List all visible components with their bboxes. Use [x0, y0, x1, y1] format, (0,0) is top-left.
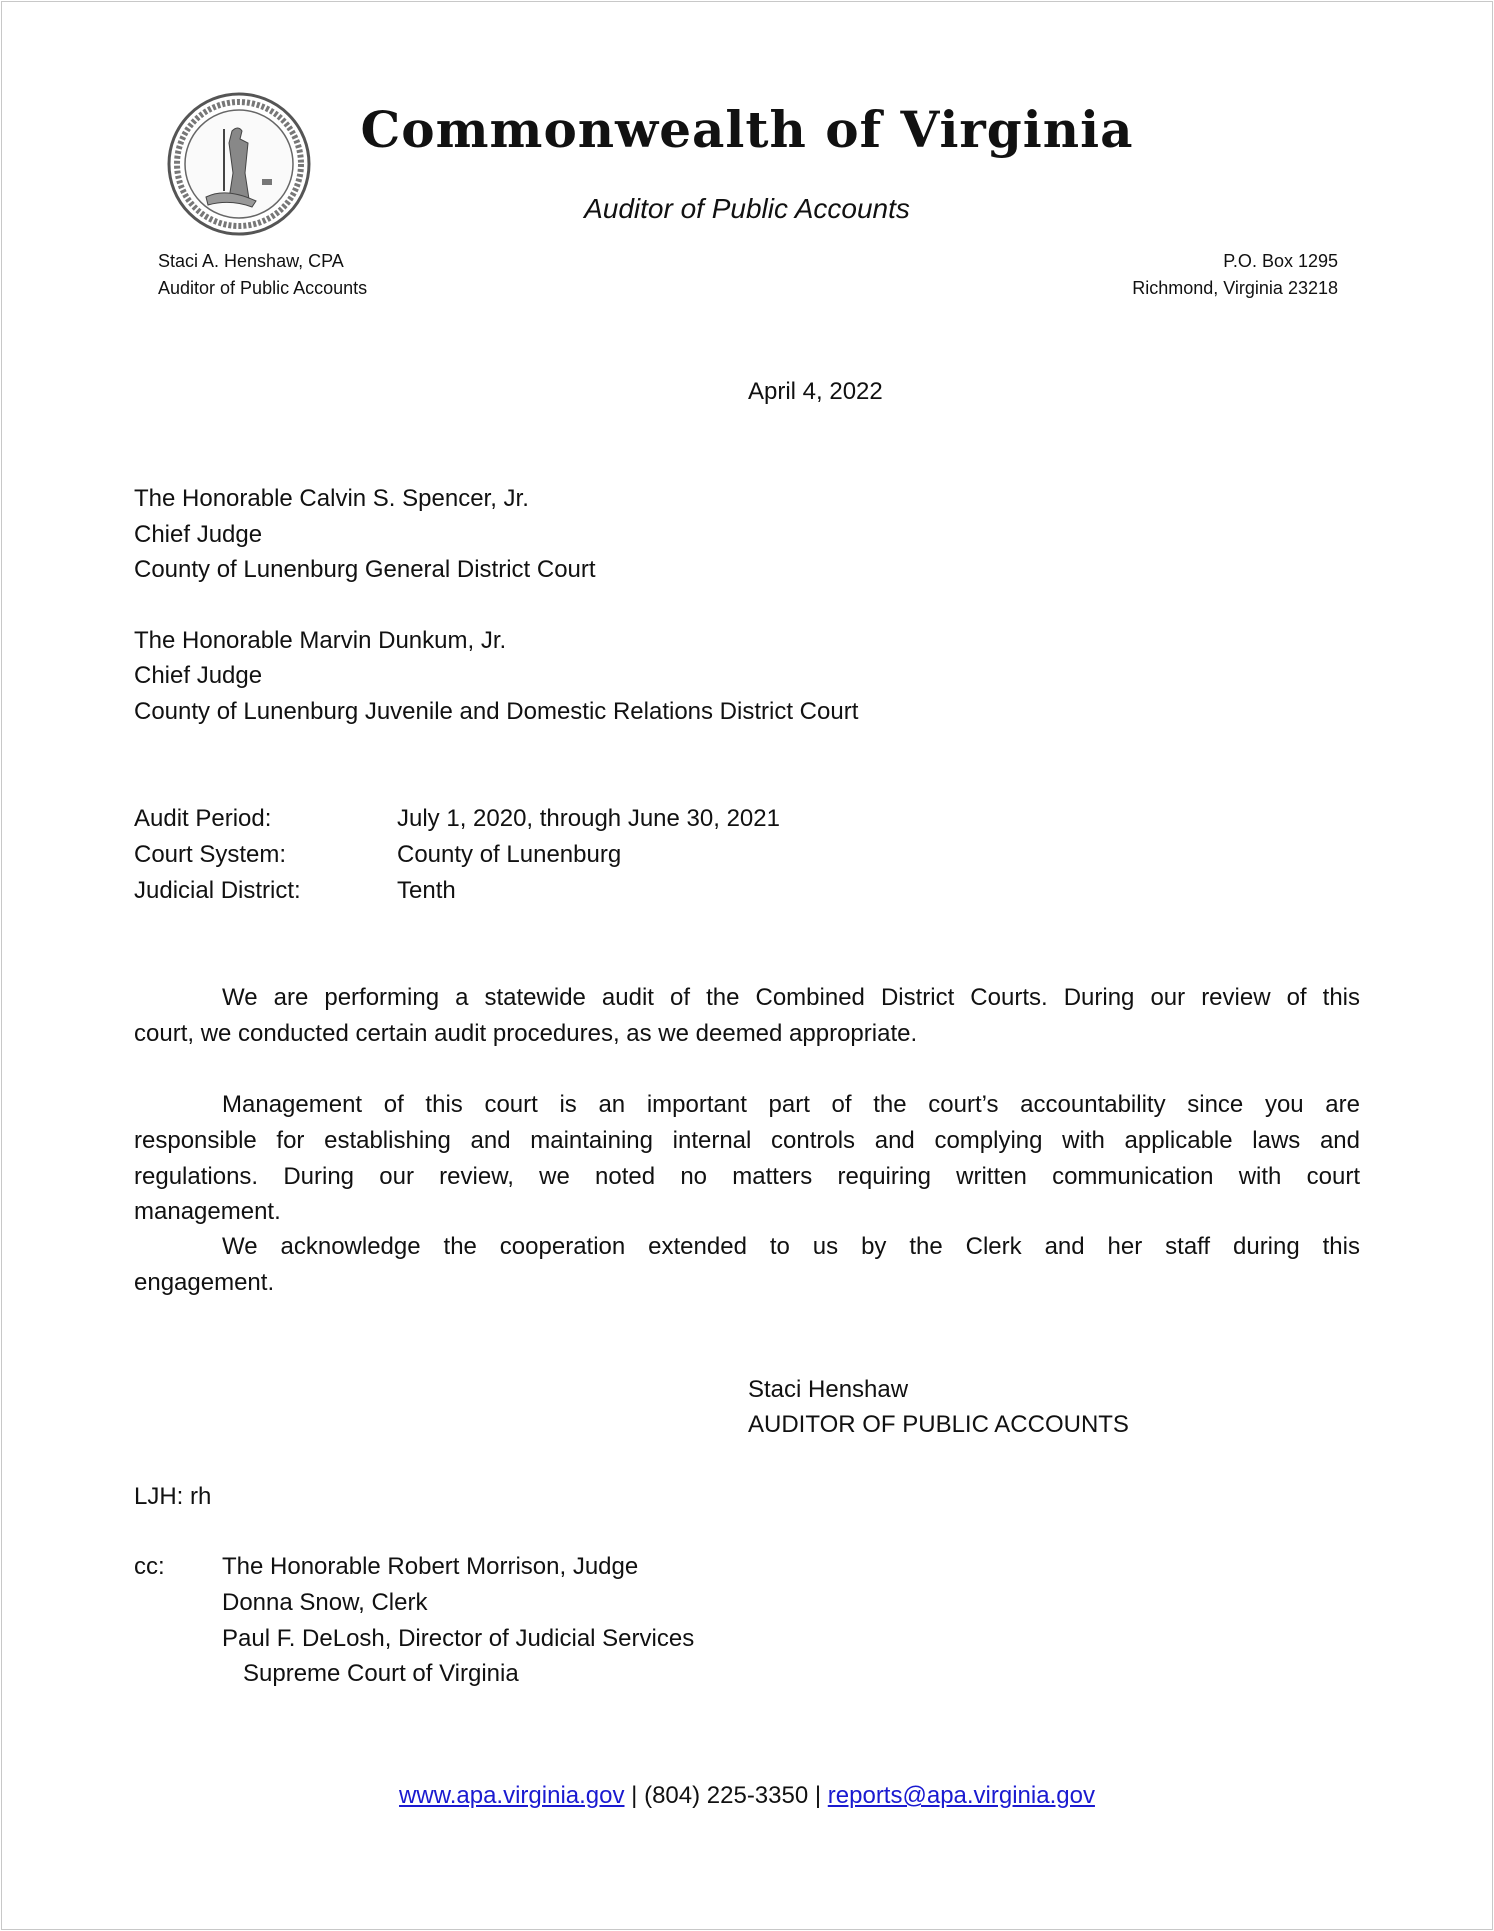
addressee-title: Chief Judge: [134, 662, 263, 689]
website-link[interactable]: www.apa.virginia.gov: [399, 1782, 625, 1809]
paragraph-line: court, we conducted certain audit procedures, as we deemed appropriate.: [134, 1020, 918, 1047]
addressee-court: County of Lunenburg General District Court: [134, 556, 596, 583]
addressee-name: The Honorable Marvin Dunkum, Jr.: [134, 627, 507, 654]
po-box: P.O. Box 1295: [1223, 251, 1338, 271]
cc-recipient: The Honorable Robert Morrison, Judge: [222, 1553, 639, 1580]
court-system-value: County of Lunenburg: [397, 841, 622, 868]
paragraph-line: responsible for establishing and maintaining internal controls and complying with applicable laws and: [134, 1127, 1360, 1154]
addressee-title: Chief Judge: [134, 521, 263, 548]
email-link[interactable]: reports@apa.virginia.gov: [827, 1782, 1095, 1809]
auditor-name: Staci A. Henshaw, CPA: [158, 251, 344, 271]
paragraph-line: management.: [134, 1198, 281, 1225]
cc-recipient: Donna Snow, Clerk: [222, 1589, 428, 1616]
auditor-title: Auditor of Public Accounts: [158, 278, 368, 298]
signer-title: AUDITOR OF PUBLIC ACCOUNTS: [748, 1411, 1129, 1438]
judicial-district-label: Judicial District:: [134, 877, 301, 904]
footer-separator: |: [631, 1782, 638, 1809]
paragraph-line: We are performing a statewide audit of the Combined District Courts. During our review of this: [222, 984, 1360, 1011]
cc-recipient: Paul F. DeLosh, Director of Judicial Services: [222, 1625, 695, 1652]
addressee-name: The Honorable Calvin S. Spencer, Jr.: [134, 485, 529, 512]
typist-initials: LJH: rh: [134, 1483, 212, 1510]
paragraph-line: regulations. During our review, we noted no matters requiring written communication with court: [134, 1163, 1360, 1190]
cc-label: cc:: [134, 1553, 165, 1580]
addressee-court: County of Lunenburg Juvenile and Domestic Relations District Court: [134, 698, 859, 725]
letter-date: April 4, 2022: [748, 378, 883, 405]
letterhead-subtitle: Auditor of Public Accounts: [584, 193, 910, 224]
footer-contact: [0, 1781, 1494, 1811]
paragraph-line: engagement.: [134, 1269, 275, 1296]
paragraph-line: We acknowledge the cooperation extended to us by the Clerk and her staff during this: [222, 1233, 1360, 1260]
cc-recipient: Supreme Court of Virginia: [243, 1660, 519, 1687]
footer-separator: |: [814, 1782, 822, 1809]
judicial-district-value: Tenth: [397, 877, 456, 904]
signer-name: Staci Henshaw: [748, 1376, 909, 1403]
paragraph-line: Management of this court is an important part of the court’s accountability since you are: [222, 1091, 1360, 1118]
audit-period-value: July 1, 2020, through June 30, 2021: [397, 805, 780, 832]
court-system-label: Court System:: [134, 841, 287, 868]
phone-number: (804) 225-3350: [644, 1782, 809, 1809]
letterhead-title: Commonwealth of Virginia: [360, 100, 1134, 159]
city-address: Richmond, Virginia 23218: [1132, 278, 1338, 298]
audit-period-label: Audit Period:: [134, 805, 272, 832]
